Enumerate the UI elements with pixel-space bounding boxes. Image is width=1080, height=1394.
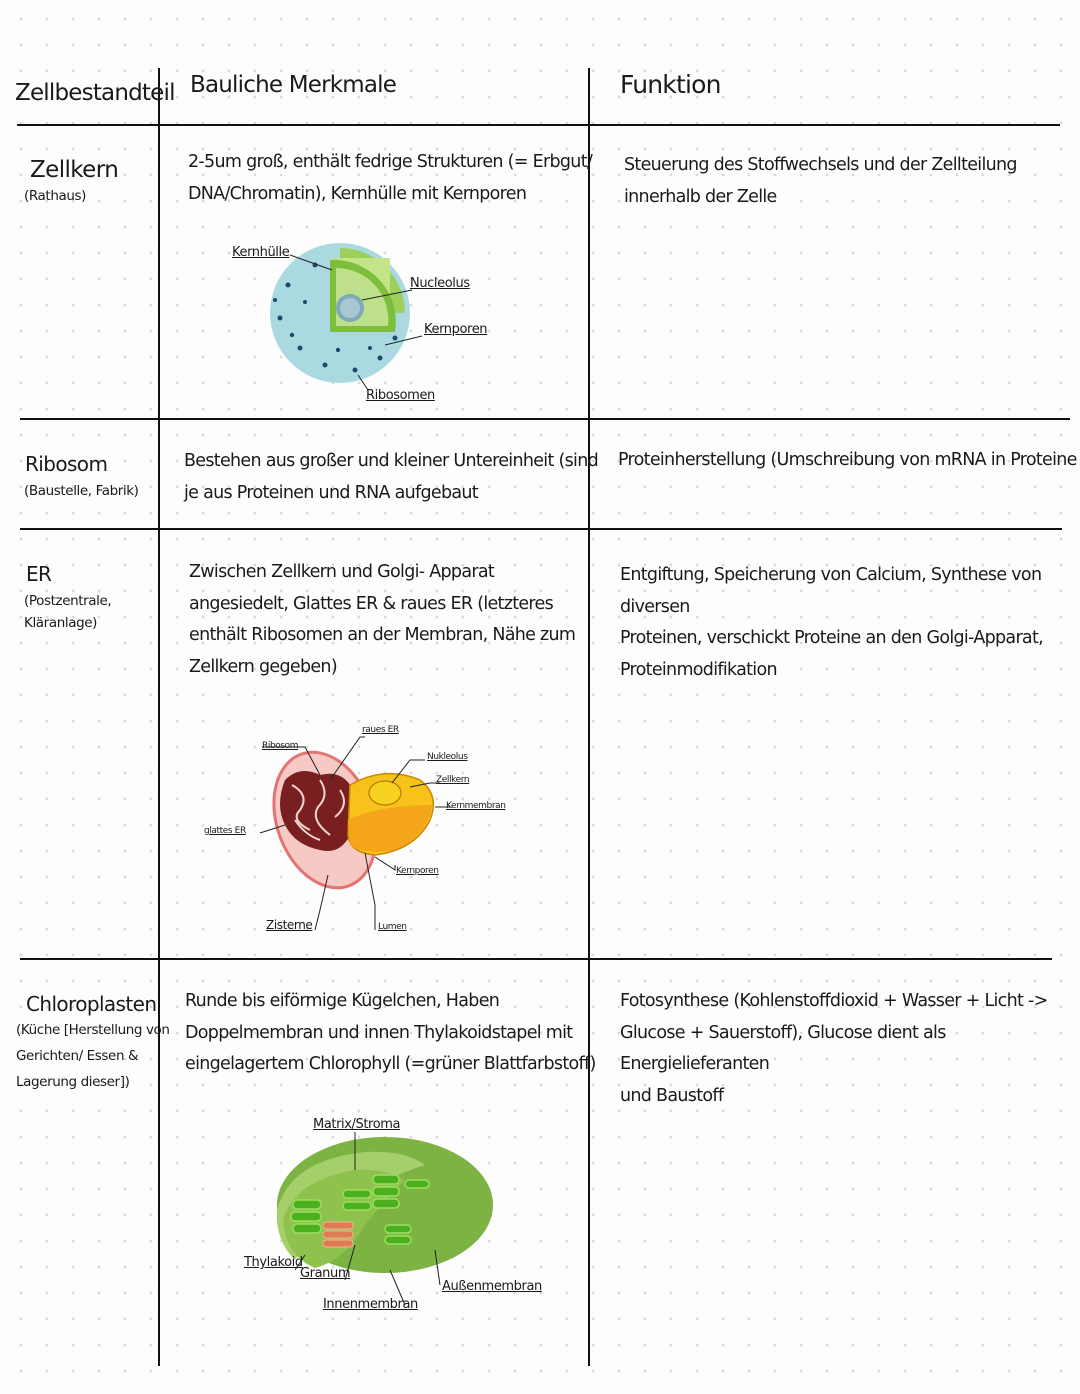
row-name-er: ER bbox=[26, 562, 52, 586]
label-nucleolus: Nucleolus bbox=[410, 276, 470, 291]
features-chloroplasten: Runde bis eiförmige Kügelchen, Haben Doppelmembran und innen Thylakoidstapel mit eingelagertem Chlorophyll (=grüner Blattfarbstoff) bbox=[185, 991, 596, 1074]
label-ribosom: Ribosom bbox=[262, 741, 299, 751]
row-divider-3 bbox=[20, 958, 1052, 960]
label-nukleolus: Nukleolus bbox=[427, 752, 468, 762]
features-ribosom: Bestehen aus großer und kleiner Untereinheit (sind je aus Proteinen und RNA aufgebaut bbox=[184, 451, 599, 503]
row-divider-1 bbox=[20, 418, 1070, 420]
row-name-chloroplasten: Chloroplasten bbox=[26, 992, 157, 1016]
header-zellbestandteil: Zellbestandteil bbox=[15, 80, 175, 106]
label-matrix-stroma: Matrix/Stroma bbox=[313, 1117, 401, 1132]
function-zellkern: Steuerung des Stoffwechsels und der Zellteilung innerhalb der Zelle bbox=[624, 155, 1017, 207]
column-divider-2 bbox=[588, 68, 590, 1366]
chloroplast-diagram bbox=[255, 1130, 515, 1300]
function-ribosom: Proteinherstellung (Umschreibung von mRNA in Proteine bbox=[618, 450, 1077, 470]
label-raues-er: raues ER bbox=[362, 725, 399, 735]
label-zellkern: Zellkern bbox=[436, 775, 470, 785]
features-er: Zwischen Zellkern und Golgi- Apparat angesiedelt, Glattes ER & raues ER (letzteres enthält Ribosomen an der Membran, Nähe zum Zellkern gegeben) bbox=[189, 562, 576, 677]
label-zisterne: Zisterne bbox=[266, 918, 313, 932]
label-granum: Granum bbox=[300, 1266, 351, 1281]
row-name-zellkern: Zellkern bbox=[30, 157, 119, 183]
function-chloroplasten: Fotosynthese (Kohlenstoffdioxid + Wasser + Licht -> Glucose + Sauerstoff), Glucose dient als Energielieferanten und Baustoff bbox=[620, 991, 1048, 1106]
row-note-zellkern: (Rathaus) bbox=[24, 188, 87, 204]
label-thylakoid: Thylakoid bbox=[244, 1255, 303, 1270]
label-lumen: Lumen bbox=[378, 922, 407, 932]
row-name-ribosom: Ribosom bbox=[25, 452, 108, 476]
header-divider bbox=[17, 124, 1060, 126]
row-note-er: (Postzentrale, Kläranlage) bbox=[24, 593, 112, 631]
label-kernmembran: Kernmembran bbox=[446, 801, 506, 811]
features-zellkern: 2-5um groß, enthält fedrige Strukturen (= Erbgut/ DNA/Chromatin), Kernhülle mit Kernporen bbox=[188, 152, 593, 204]
row-note-chloroplasten: (Küche [Herstellung von Gerichten/ Essen & Lagerung dieser]) bbox=[16, 1022, 170, 1090]
label-kernporen: Kernporen bbox=[424, 322, 488, 337]
header-funktion: Funktion bbox=[620, 70, 721, 99]
label-kernhuelle: Kernhülle bbox=[232, 245, 290, 260]
label-kernporen-er: Kernporen bbox=[396, 866, 439, 876]
label-glattes-er: glattes ER bbox=[204, 826, 246, 836]
label-innenmembran: Innenmembran bbox=[323, 1297, 418, 1312]
row-note-ribosom: (Baustelle, Fabrik) bbox=[24, 483, 139, 499]
row-divider-2 bbox=[20, 528, 1062, 530]
label-aussenmembran: Außenmembran bbox=[442, 1279, 542, 1294]
header-bauliche-merkmale: Bauliche Merkmale bbox=[190, 72, 397, 98]
label-ribosomen: Ribosomen bbox=[366, 388, 435, 403]
function-er: Entgiftung, Speicherung von Calcium, Synthese von diversen Proteinen, verschickt Proteine an den Golgi-Apparat, Proteinmodifikation bbox=[620, 565, 1043, 680]
column-divider-1 bbox=[158, 68, 160, 1366]
